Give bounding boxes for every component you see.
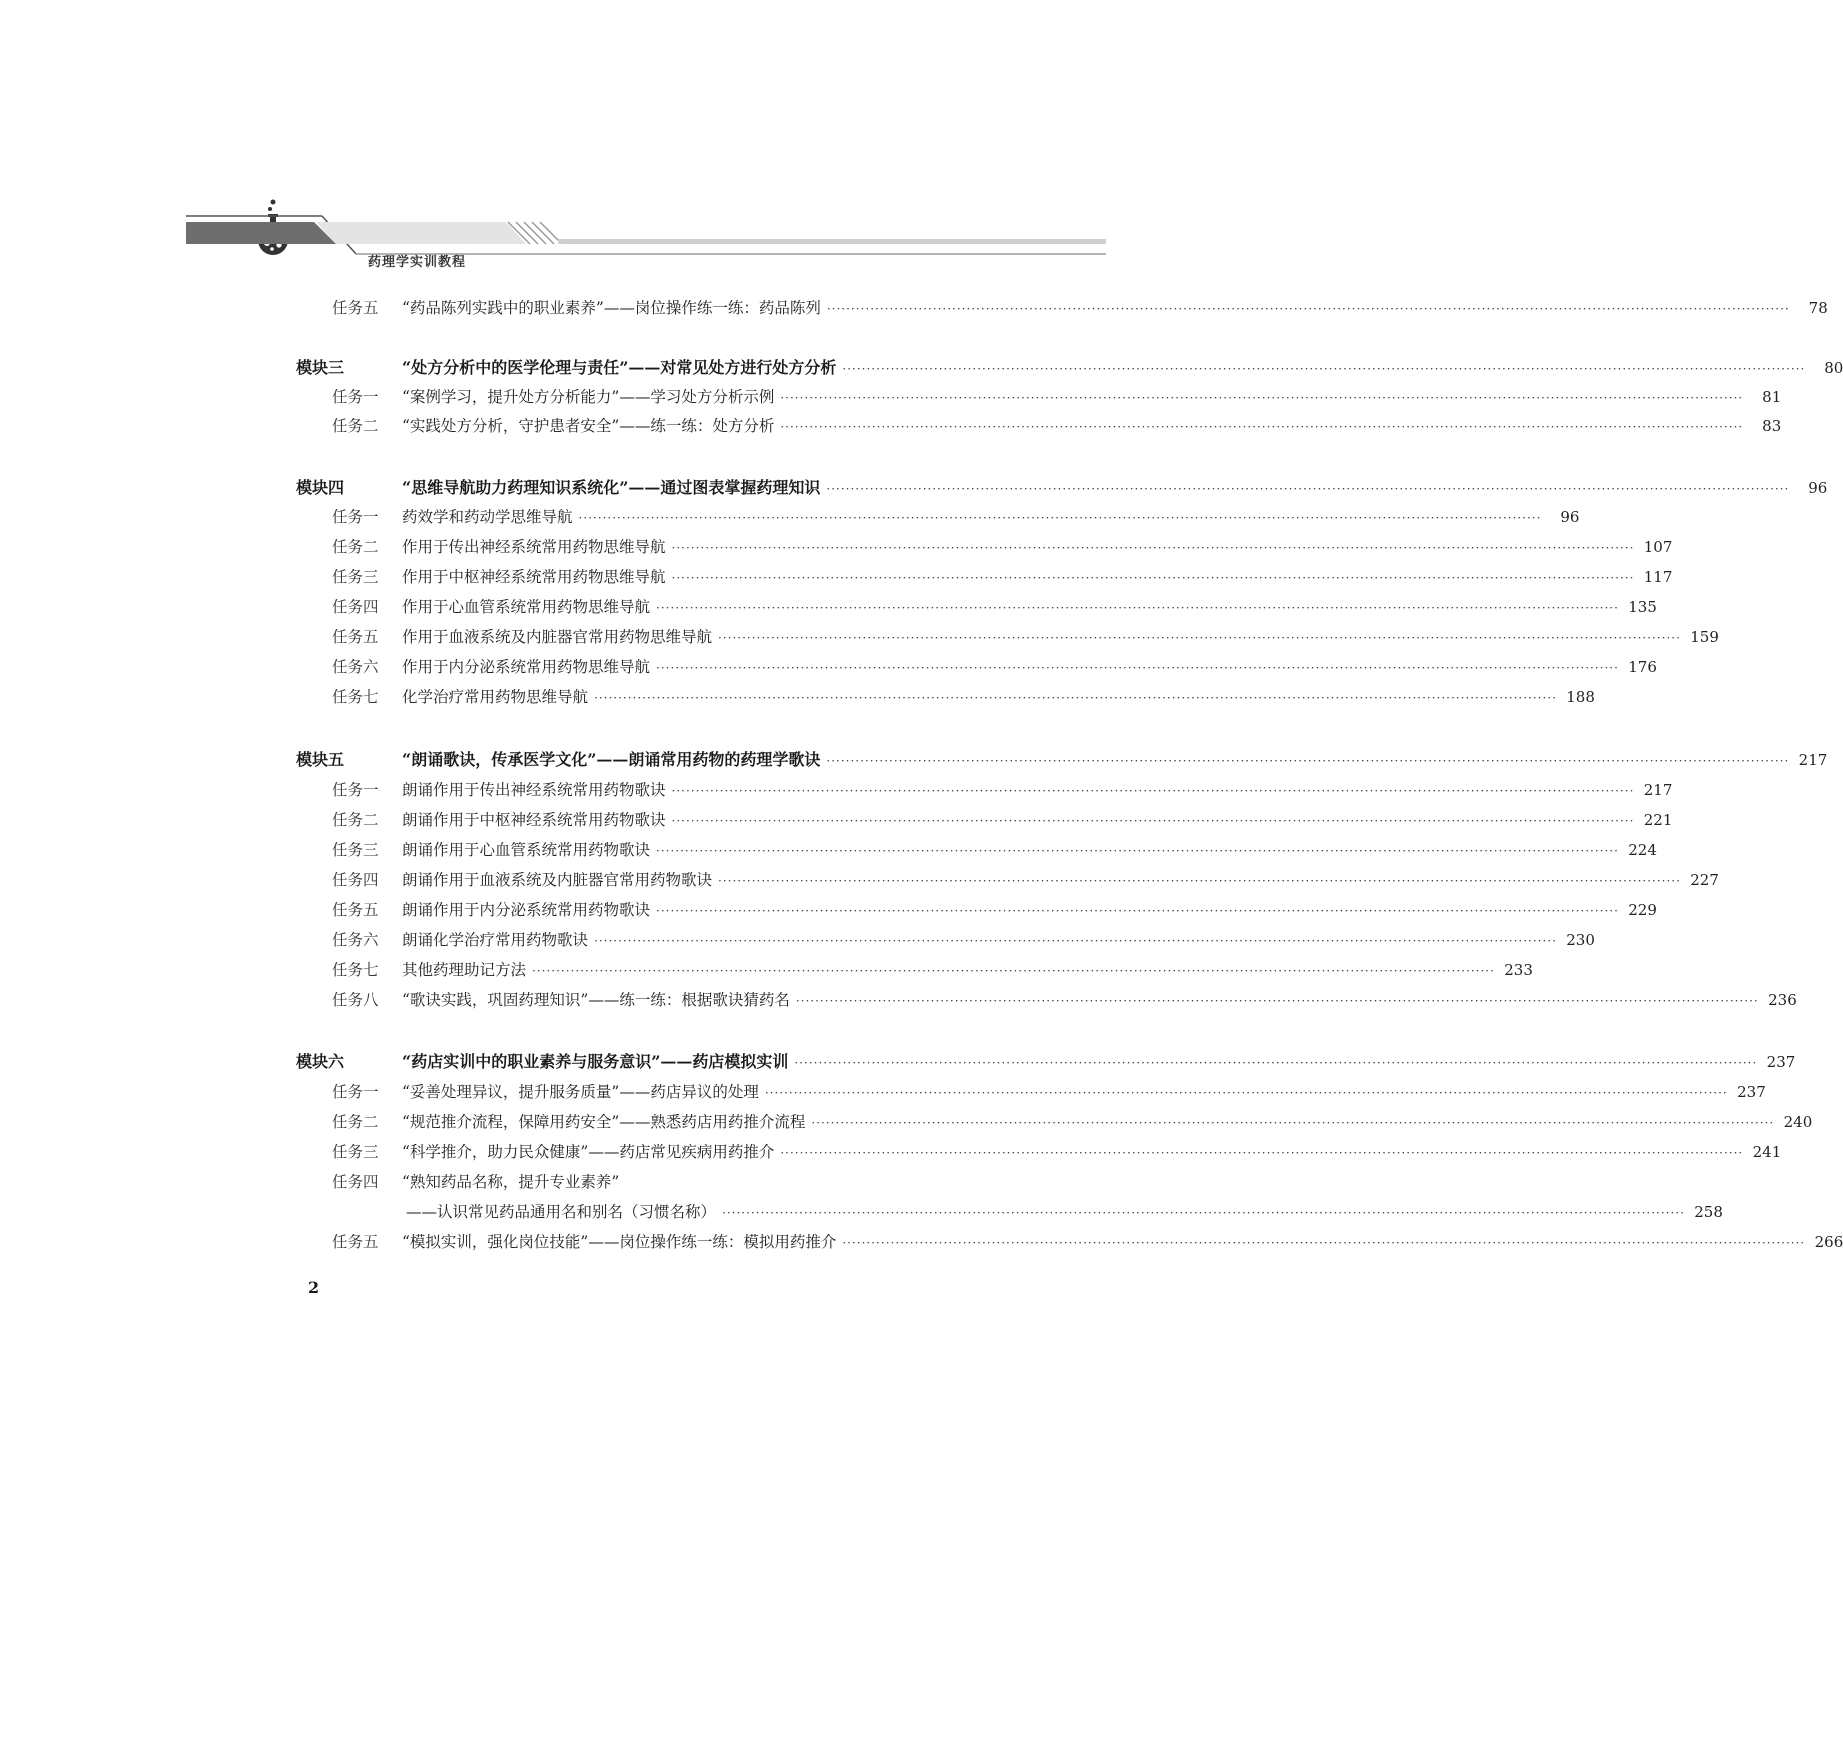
toc-entry-page: 241: [1752, 1143, 1782, 1161]
toc-entry-page: 229: [1628, 901, 1657, 919]
toc-task-entry: [332, 868, 1719, 892]
toc-entry-title: 朗诵作用于血液系统及内脏器官常用药物歌诀: [402, 871, 713, 889]
toc-entry-number: 任务四: [332, 871, 379, 889]
toc-entry-title: 朗诵化学治疗常用药物歌诀: [402, 931, 589, 949]
toc-leader-dots: ········································································································································································································: [718, 631, 1681, 645]
toc-leader-dots: ········································································································································································································: [780, 391, 1744, 405]
toc-entry-title: 作用于血液系统及内脏器官常用药物思维导航: [402, 628, 713, 646]
toc-entry-page: 237: [1766, 1053, 1796, 1071]
toc-leader-dots: ········································································································································································································: [532, 964, 1495, 978]
toc-task-entry: [332, 414, 1782, 438]
toc-leader-dots: ········································································································································································································: [656, 661, 1619, 675]
toc-leader-dots: ········································································································································································································: [826, 754, 1790, 768]
toc-leader-dots: ········································································································································································································: [811, 1116, 1775, 1130]
toc-entry-number: 任务八: [332, 991, 379, 1009]
toc-leader-dots: ········································································································································································································: [826, 302, 1790, 316]
toc-module-entry: [296, 748, 1828, 772]
toc-task-entry: [332, 958, 1533, 982]
toc-task-entry: [332, 838, 1657, 862]
toc-task-entry: [332, 1080, 1766, 1104]
toc-entry-title: “实践处方分析，守护患者安全”——练一练：处方分析: [402, 417, 775, 435]
toc-entry-title: “模拟实训，强化岗位技能”——岗位操作练一练：模拟用药推介: [402, 1233, 837, 1251]
toc-entry-number: 任务五: [332, 299, 379, 317]
toc-task-entry: [332, 385, 1782, 409]
toc-entry-number: 任务三: [332, 568, 379, 586]
toc-task-entry: [332, 928, 1595, 952]
toc-entry-title: “科学推介，助力民众健康”——药店常见疾病用药推介: [402, 1143, 775, 1161]
toc-leader-dots: ········································································································································································································: [795, 994, 1759, 1008]
toc-entry-title: “歌诀实践，巩固药理知识”——练一练：根据歌诀猜药名: [402, 991, 790, 1009]
toc-entry-title: “思维导航助力药理知识系统化”——通过图表掌握药理知识: [402, 478, 821, 497]
toc-entry-title: 其他药理助记方法: [402, 961, 527, 979]
toc-leader-dots: ········································································································································································································: [578, 511, 1542, 525]
toc-entry-title: “妥善处理异议，提升服务质量”——药店异议的处理: [402, 1083, 759, 1101]
toc-entry-number: 任务一: [332, 388, 379, 406]
toc-entry-page: 236: [1768, 991, 1797, 1009]
toc-leader-dots: ········································································································································································································: [780, 1146, 1744, 1160]
toc-leader-dots: ········································································································································································································: [656, 601, 1619, 615]
toc-entry-page: 224: [1628, 841, 1657, 859]
toc-entry-number: 任务一: [332, 1083, 379, 1101]
toc-leader-dots: ········································································································································································································: [722, 1206, 1685, 1220]
toc-entry-page: 159: [1690, 628, 1719, 646]
toc-entry-number: 任务一: [332, 508, 379, 526]
toc-task-entry: [332, 625, 1719, 649]
toc-entry-number: 任务五: [332, 901, 379, 919]
toc-entry-number: 模块三: [296, 358, 345, 377]
toc-leader-dots: ········································································································································································································: [594, 934, 1557, 948]
toc-entry-number: 任务四: [332, 598, 379, 616]
toc-entry-page: 217: [1643, 781, 1673, 799]
toc-leader-dots: ········································································································································································································: [764, 1086, 1728, 1100]
toc-entry-page: 135: [1628, 598, 1657, 616]
toc-entry-number: 任务二: [332, 1113, 379, 1131]
toc-task-entry: [332, 685, 1595, 709]
toc-entry-title: “药品陈列实践中的职业素养”——岗位操作练一练：药品陈列: [402, 299, 821, 317]
toc-entry-title: 药效学和药动学思维导航: [402, 508, 573, 526]
toc-entry-page: 80: [1824, 359, 1843, 377]
toc-entry-page: 81: [1762, 388, 1782, 406]
toc-entry-title: 朗诵作用于内分泌系统常用药物歌诀: [402, 901, 651, 919]
toc-entry-title: “熟知药品名称，提升专业素养”: [402, 1173, 620, 1191]
toc-entry-title: ——认识常见药品通用名和别名（习惯名称）: [406, 1203, 717, 1221]
toc-entry-page: 217: [1798, 751, 1828, 769]
toc-task-entry: [332, 1110, 1813, 1134]
toc-entry-page: 237: [1737, 1083, 1766, 1101]
toc-module-entry: [296, 1050, 1796, 1074]
toc-entry-page: 78: [1808, 299, 1828, 317]
toc-leader-dots: ········································································································································································································: [656, 844, 1619, 858]
toc-task-entry: [332, 808, 1673, 832]
toc-entry-number: 任务二: [332, 538, 379, 556]
toc-entry-title: 作用于中枢神经系统常用药物思维导航: [402, 568, 666, 586]
toc-task-entry: [332, 505, 1580, 529]
toc-entry-page: 233: [1504, 961, 1533, 979]
toc-entry-title: “规范推介流程，保障用药安全”——熟悉药店用药推介流程: [402, 1113, 806, 1131]
toc-module-entry: [296, 356, 1843, 380]
toc-leader-dots: ········································································································································································································: [842, 1236, 1806, 1250]
toc-entry-continuation: [406, 1200, 1723, 1224]
toc-task-entry: [332, 655, 1657, 679]
toc-entry-title: 作用于传出神经系统常用药物思维导航: [402, 538, 666, 556]
toc-entry-number: 任务二: [332, 417, 379, 435]
toc-leader-dots: ········································································································································································································: [671, 541, 1635, 555]
header-title: 药理学实训教程: [368, 255, 467, 270]
toc-entry-title: 作用于心血管系统常用药物思维导航: [402, 598, 651, 616]
toc-module-entry: [296, 476, 1828, 500]
toc-leader-dots: ········································································································································································································: [780, 420, 1744, 434]
page-number: 2: [308, 1278, 320, 1297]
toc-task-entry: [332, 1230, 1843, 1254]
toc-entry-page: 188: [1566, 688, 1595, 706]
toc-entry-number: 任务一: [332, 781, 379, 799]
toc-leader-dots: ········································································································································································································: [842, 362, 1806, 376]
toc-entry-number: 任务六: [332, 658, 379, 676]
toc-entry-page: 240: [1783, 1113, 1813, 1131]
toc-entry-number: 模块六: [296, 1052, 345, 1071]
toc-entry-number: 任务四: [332, 1173, 379, 1191]
toc-entry-title: 作用于内分泌系统常用药物思维导航: [402, 658, 651, 676]
toc-entry-page: 230: [1566, 931, 1595, 949]
running-header: [186, 196, 1106, 286]
toc-entry-page: 96: [1808, 479, 1828, 497]
toc-entry-number: 任务二: [332, 811, 379, 829]
toc-entry-page: 176: [1628, 658, 1657, 676]
toc-task-entry: [332, 595, 1657, 619]
toc-entry-page: 83: [1762, 417, 1782, 435]
toc-leader-dots: ········································································································································································································: [671, 784, 1635, 798]
toc-task-entry: [332, 778, 1673, 802]
toc-entry-number: 任务三: [332, 841, 379, 859]
toc-entry-number: 任务五: [332, 1233, 379, 1251]
toc-task-entry: [332, 535, 1673, 559]
toc-task-entry: [332, 1170, 990, 1194]
toc-entry-page: 96: [1560, 508, 1580, 526]
toc-leader-dots: ········································································································································································································: [594, 691, 1557, 705]
toc-entry-number: 模块四: [296, 478, 345, 497]
toc-entry-title: 朗诵作用于中枢神经系统常用药物歌诀: [402, 811, 666, 829]
toc-entry-number: 任务六: [332, 931, 379, 949]
toc-entry-title: 朗诵作用于传出神经系统常用药物歌诀: [402, 781, 666, 799]
toc-entry-number: 任务三: [332, 1143, 379, 1161]
toc-task-entry: [332, 898, 1657, 922]
toc-entry-title: “处方分析中的医学伦理与责任”——对常见处方进行处方分析: [402, 358, 837, 377]
toc-entry-title: 朗诵作用于心血管系统常用药物歌诀: [402, 841, 651, 859]
toc-leader-dots: ········································································································································································································: [656, 904, 1619, 918]
toc-entry-number: 任务七: [332, 961, 379, 979]
toc-entry-page: 221: [1643, 811, 1673, 829]
toc-entry-title: “药店实训中的职业素养与服务意识”——药店模拟实训: [402, 1052, 789, 1071]
toc-task-entry: [332, 565, 1673, 589]
toc-leader-dots: ········································································································································································································: [826, 482, 1790, 496]
toc-leader-dots: ········································································································································································································: [671, 571, 1635, 585]
toc-leader-dots: ········································································································································································································: [794, 1056, 1758, 1070]
toc-leader-dots: ········································································································································································································: [671, 814, 1635, 828]
toc-task-entry: [332, 988, 1797, 1012]
toc-entry-number: 任务七: [332, 688, 379, 706]
toc-entry-title: “朗诵歌诀，传承医学文化”——朗诵常用药物的药理学歌诀: [402, 750, 821, 769]
toc-entry-page: 227: [1690, 871, 1719, 889]
toc-entry-page: 117: [1643, 568, 1673, 586]
toc-entry-page: 107: [1643, 538, 1673, 556]
header-band: [186, 196, 1106, 286]
toc-entry-title: 化学治疗常用药物思维导航: [402, 688, 589, 706]
toc-leader-dots: ········································································································································································································: [718, 874, 1681, 888]
toc-entry-title: “案例学习，提升处方分析能力”——学习处方分析示例: [402, 388, 775, 406]
toc-entry-number: 模块五: [296, 750, 345, 769]
toc-entry-page: 266: [1814, 1233, 1843, 1251]
toc-task-entry: [332, 1140, 1782, 1164]
toc-task-entry: [332, 296, 1828, 320]
toc-entry-page: 258: [1694, 1203, 1723, 1221]
toc-entry-number: 任务五: [332, 628, 379, 646]
